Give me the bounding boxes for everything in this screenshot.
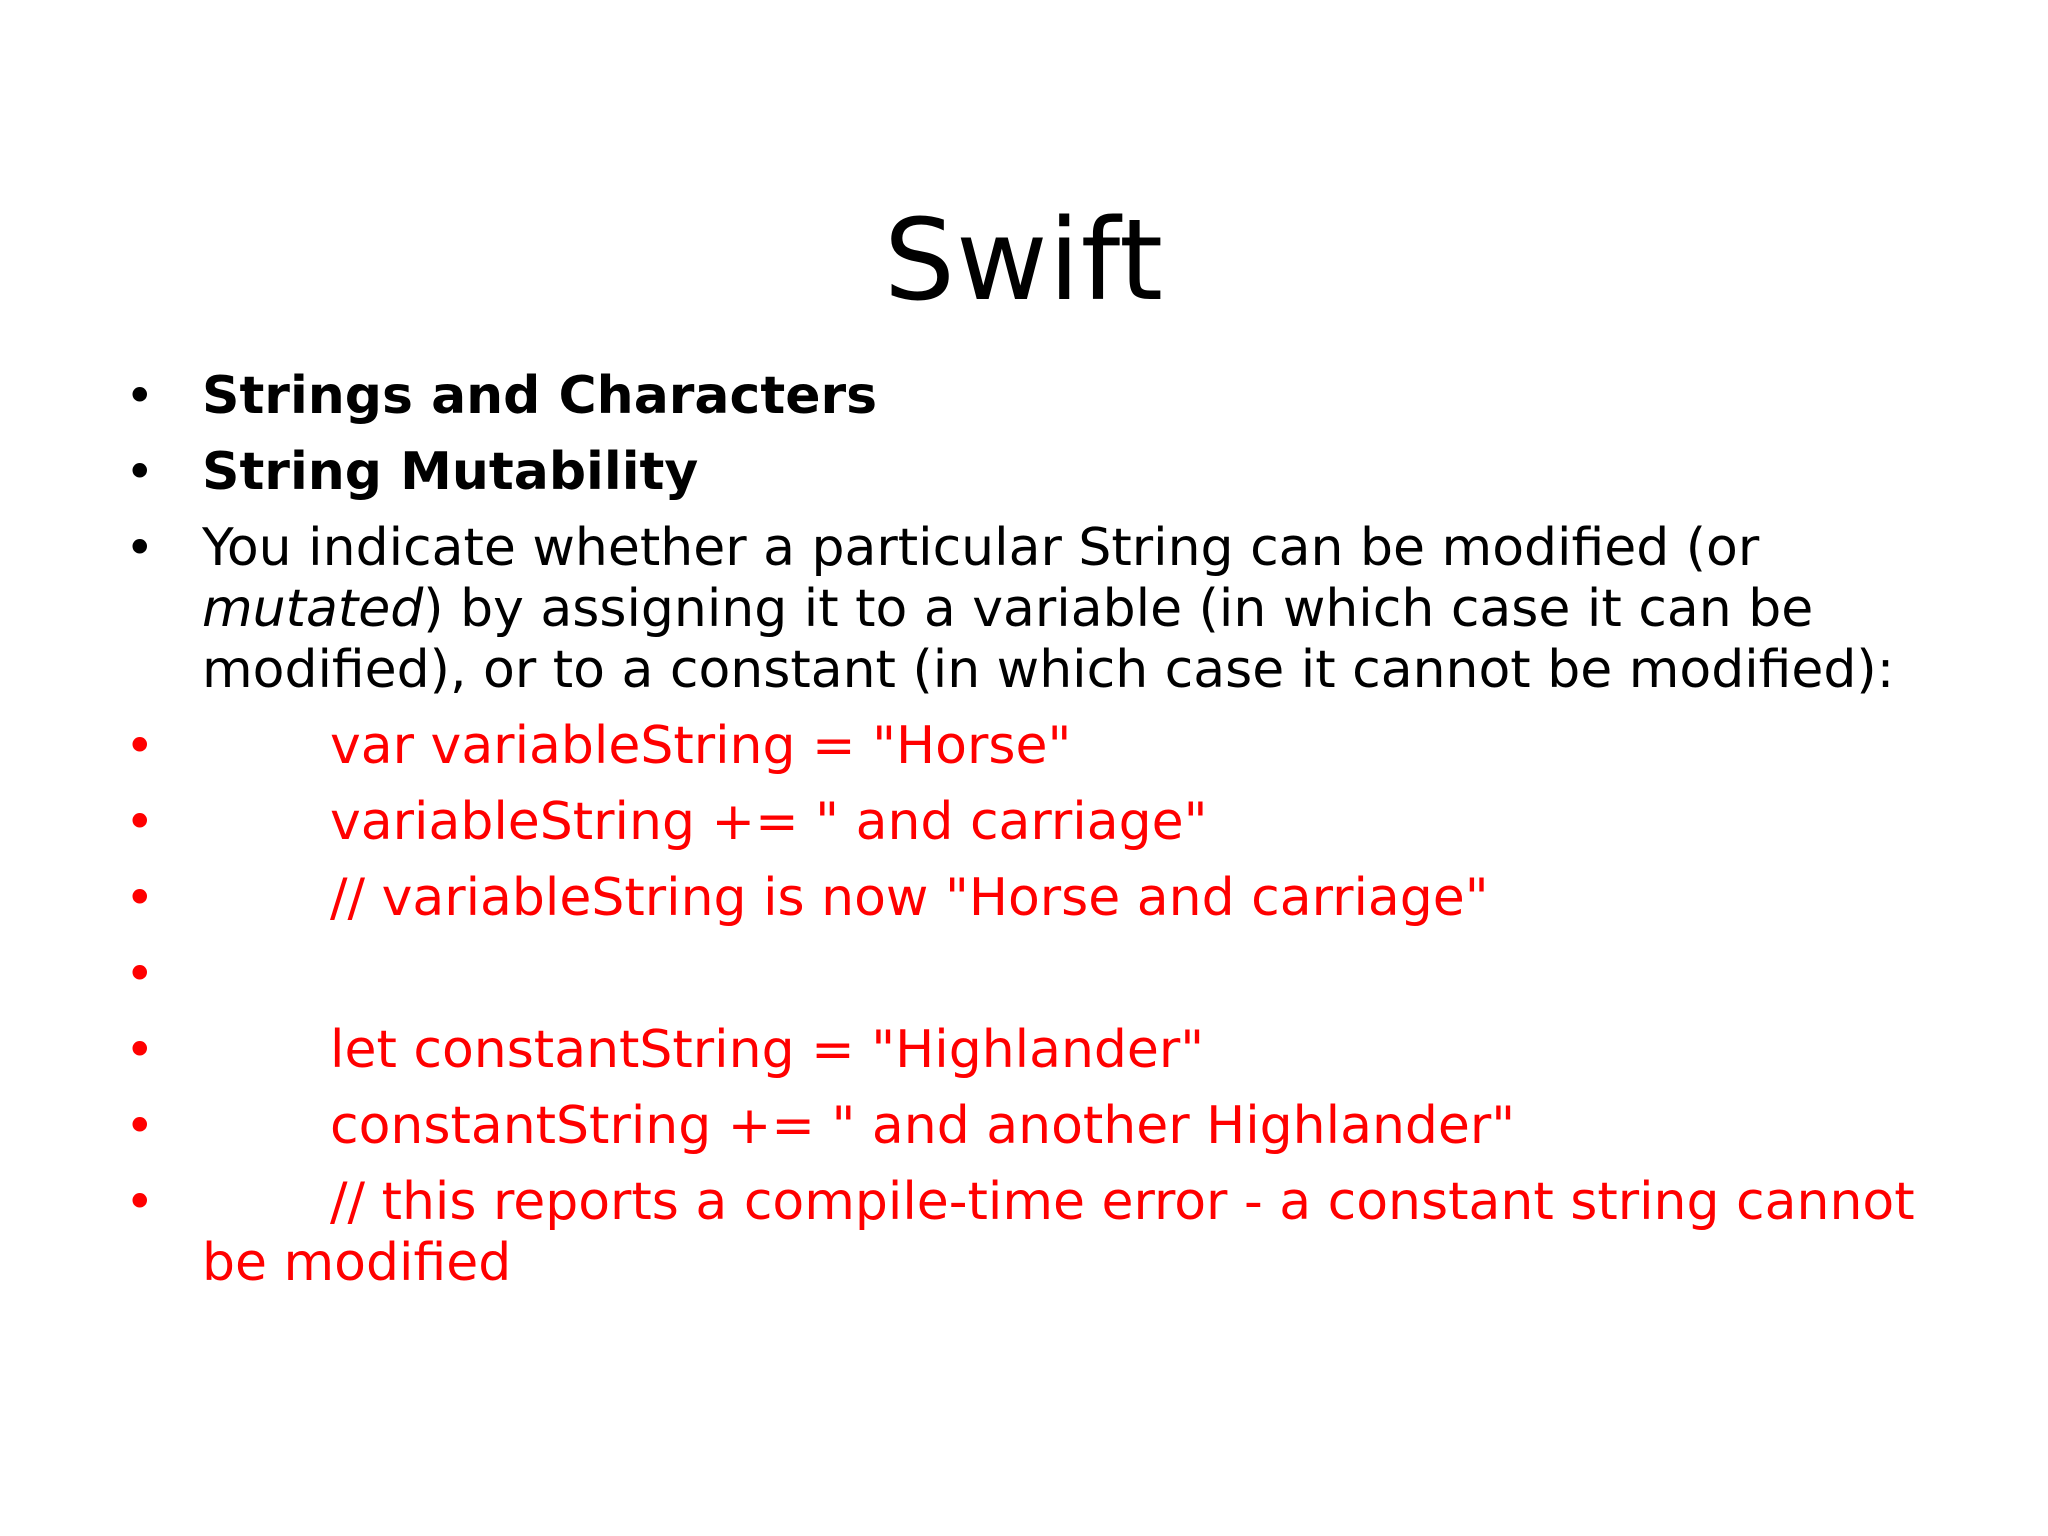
description-italic-word: mutated — [202, 579, 424, 639]
bullet-strings-and-characters — [120, 366, 1940, 427]
code-text: constantString += " and another Highlander" — [330, 1096, 1516, 1156]
bullet-description — [120, 518, 1940, 701]
description-line-1: You indicate whether a particular String can be modified (or — [202, 518, 1760, 578]
code-text: var variableString = "Horse" — [330, 716, 1072, 776]
bullet-dot-icon: • — [125, 1173, 155, 1231]
code-text-continuation: be modified — [202, 1233, 512, 1293]
bullet-dot-icon: • — [125, 793, 155, 851]
bullet-dot-icon: • — [125, 367, 155, 425]
code-text — [202, 944, 330, 1004]
code-line-let-append — [120, 1096, 1940, 1157]
code-text: variableString += " and carriage" — [330, 792, 1208, 852]
code-line-var-comment — [120, 868, 1940, 929]
slide-title: Swift — [883, 196, 1165, 327]
bullet-list — [120, 366, 1940, 1309]
bullet-dot-icon: • — [125, 717, 155, 775]
code-text: // this reports a compile-time error - a constant string cannot — [330, 1172, 1915, 1232]
code-text: let constantString = "Highlander" — [330, 1020, 1205, 1080]
code-line-var-append — [120, 792, 1940, 853]
bullet-text: Strings and Characters — [202, 366, 878, 426]
description-line-2: ) by assigning it to a variable (in which case it can be — [423, 579, 1814, 639]
code-line-var-declaration — [120, 716, 1940, 777]
bullet-dot-icon: • — [125, 519, 155, 577]
code-line-let-declaration — [120, 1020, 1940, 1081]
code-line-empty — [120, 944, 1940, 1005]
bullet-dot-icon: • — [125, 443, 155, 501]
code-text: // variableString is now "Horse and carriage" — [330, 868, 1489, 928]
code-line-error-comment — [120, 1172, 1940, 1294]
bullet-dot-icon: • — [125, 945, 155, 1003]
bullet-string-mutability — [120, 442, 1940, 503]
bullet-text — [202, 518, 1940, 701]
bullet-text: String Mutability — [202, 442, 699, 502]
bullet-dot-icon: • — [125, 869, 155, 927]
bullet-dot-icon: • — [125, 1097, 155, 1155]
bullet-dot-icon: • — [125, 1021, 155, 1079]
description-line-3: modified), or to a constant (in which case it cannot be modified): — [202, 640, 1895, 700]
